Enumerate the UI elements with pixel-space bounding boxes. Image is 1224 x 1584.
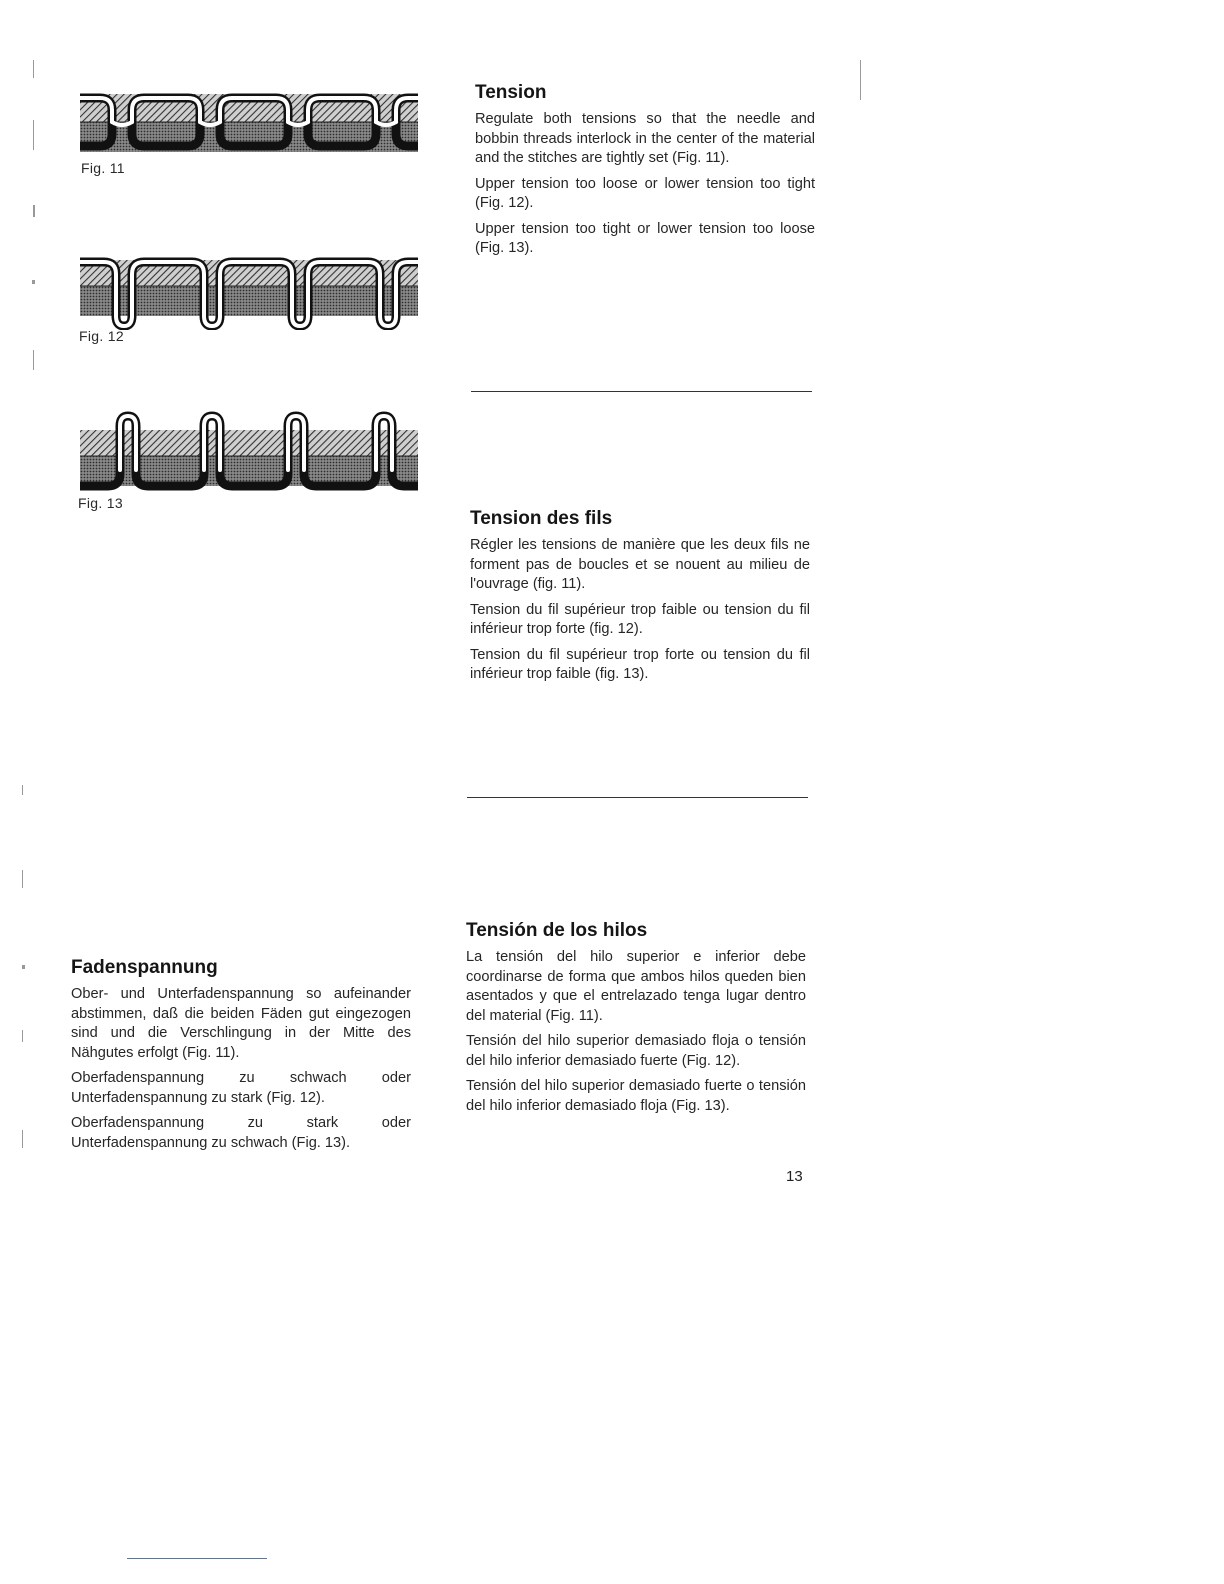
section-english-paragraph: Upper tension too tight or lower tension too loose (Fig. 13).	[475, 220, 815, 256]
section-spanish	[466, 920, 806, 1122]
divider-rule	[467, 797, 808, 798]
figure-11-label: Fig. 11	[81, 160, 125, 176]
stitch-diagram-upper-loose	[80, 250, 418, 330]
section-french-paragraph: Régler les tensions de manière que les deux fils ne forment pas de boucles et se nouent au milieu de l'ouvrage (fig. 11).	[470, 537, 810, 592]
section-french-paragraph: Tension du fil supérieur trop faible ou tension du fil inférieur trop forte (fig. 12).	[470, 601, 810, 637]
section-english	[475, 82, 815, 265]
section-spanish-paragraph: Tensión del hilo superior demasiado fuerte o tensión del hilo inferior demasiado floja (Fig. 13).	[466, 1078, 806, 1114]
section-french-paragraph: Tension du fil supérieur trop forte ou tension du fil inférieur trop faible (fig. 13).	[470, 646, 810, 682]
section-spanish-title: Tensión de los hilos	[466, 920, 648, 941]
section-english-paragraph: Regulate both tensions so that the needle and bobbin threads interlock in the center of the material and the stitches are tightly set (Fig. 11).	[475, 111, 815, 166]
divider-rule	[471, 391, 812, 392]
section-german-paragraph: Oberfadenspannung zu stark oder Unterfadenspannung zu schwach (Fig. 13).	[71, 1115, 411, 1151]
bottom-edge-line	[127, 1558, 267, 1559]
section-german-paragraph: Ober- und Unterfadenspannung so aufeinander abstimmen, daß die beiden Fäden gut eingezogen sind und die Verschlingung in der Mitte des Nähgutes erfolgt (Fig. 11).	[71, 986, 411, 1061]
section-french-title: Tension des fils	[470, 508, 613, 529]
section-english-paragraph: Upper tension too loose or lower tension too tight (Fig. 12).	[475, 175, 815, 211]
section-french	[470, 508, 810, 691]
figure-12-label: Fig. 12	[79, 328, 124, 344]
section-german-paragraph: Oberfadenspannung zu schwach oder Unterfadenspannung zu stark (Fig. 12).	[71, 1070, 411, 1106]
section-german	[71, 957, 411, 1159]
figure-13-label: Fig. 13	[78, 495, 123, 511]
figure-12	[80, 250, 418, 330]
section-spanish-paragraph: La tensión del hilo superior e inferior debe coordinarse de forma que ambos hilos queden bien asentados y que el entrelazado tenga lugar dentro del material (Fig. 11).	[466, 949, 806, 1024]
stitch-diagram-upper-tight	[80, 410, 418, 492]
section-spanish-paragraph: Tensión del hilo superior demasiado floja o tensión del hilo inferior demasiado fuerte (Fig. 12).	[466, 1033, 806, 1069]
stitch-diagram-balanced	[80, 88, 418, 154]
page-number: 13	[786, 1168, 803, 1185]
section-english-title: Tension	[475, 82, 547, 103]
section-german-title: Fadenspannung	[71, 957, 218, 978]
figure-13	[80, 410, 418, 492]
figure-11	[80, 88, 418, 154]
